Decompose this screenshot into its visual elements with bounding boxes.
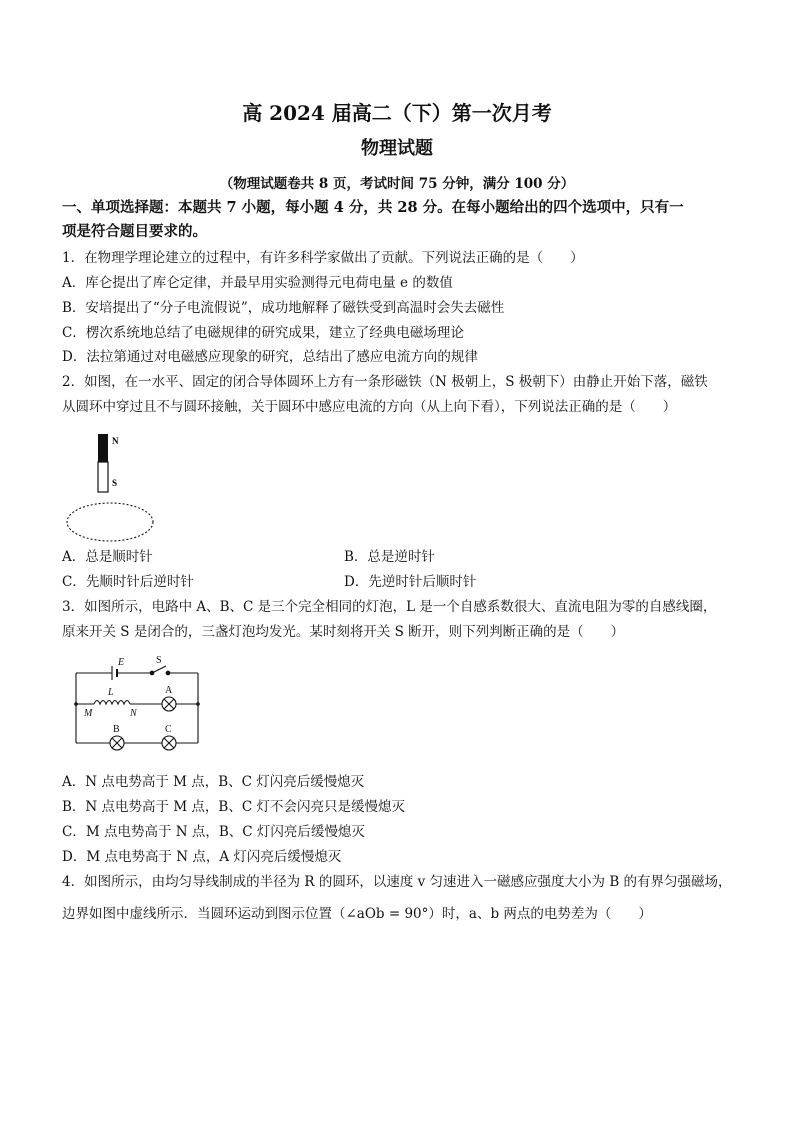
q2-stem-line2: 从圆环中穿过且不与圆环接触，关于圆环中感应电流的方向（从上向下看），下列说法正确的是（ ） (62, 399, 677, 415)
q1-stem: 1．在物理学理论建立的过程中，有许多科学家做出了贡献。下列说法正确的是（ ） (62, 250, 584, 266)
label-m: M (84, 708, 93, 719)
node-m-dot (74, 702, 78, 706)
q2-magnet-ring-figure (60, 428, 170, 546)
label-e: E (118, 657, 125, 668)
q1-option-c: C．楞次系统地总结了电磁规律的研究成果，建立了经典电磁场理论 (62, 325, 464, 341)
conducting-ring (67, 503, 153, 541)
magnet-north-half (98, 434, 108, 462)
node-right-dot (196, 702, 200, 706)
q3-option-b: B．N 点电势高于 M 点，B、C 灯不会闪亮只是缓慢熄灭 (62, 799, 405, 815)
q1-option-a: A．库仑提出了库仑定律，并最早用实验测得元电荷电量 e 的数值 (62, 275, 453, 291)
q2-option-a: A．总是顺时针 (62, 549, 153, 565)
inductor-coil (94, 701, 130, 705)
q3-stem-line2: 原来开关 S 是闭合的，三盏灯泡均发光。某时刻将开关 S 断开，则下列判断正确的是（ ） (62, 624, 625, 640)
q3-option-a: A．N 点电势高于 M 点，B、C 灯闪亮后缓慢熄灭 (62, 774, 365, 790)
q4-stem-line1: 4．如图所示，由均匀导线制成的半径为 R 的圆环，以速度 v 匀速进入一磁感应强度大小为 B 的有界匀强磁场， (62, 874, 732, 890)
q2-option-c: C．先顺时针后逆时针 (62, 574, 194, 590)
magnet-s-label: S (112, 478, 118, 488)
q3-circuit-figure (70, 655, 210, 755)
section-heading-line1: 一、单项选择题：本题共 7 小题，每小题 4 分，共 28 分。在每小题给出的四个选项中，只有一 (62, 199, 684, 216)
label-n: N (130, 708, 137, 719)
exam-title: 高 2024 届高二（下）第一次月考 (242, 101, 552, 125)
label-lamp-b: B (113, 724, 120, 735)
q1-option-b: B．安培提出了“分子电流假说”，成功地解释了磁铁受到高温时会失去磁性 (62, 300, 505, 316)
q1-option-d: D．法拉第通过对电磁感应现象的研究，总结出了感应电流方向的规律 (62, 349, 478, 365)
label-switch-s: S (156, 655, 162, 666)
section-heading-line2: 项是符合题目要求的。 (62, 223, 207, 240)
exam-note: （物理试题卷共 8 页，考试时间 75 分钟，满分 100 分） (219, 176, 575, 192)
q2-option-d: D．先逆时针后顺时针 (344, 574, 477, 590)
q3-stem-line1: 3．如图所示，电路中 A、B、C 是三个完全相同的灯泡，L 是一个自感系数很大、直流电阻为零的自感线圈， (62, 599, 717, 615)
q2-stem-line1: 2．如图，在一水平、固定的闭合导体圆环上方有一条形磁铁（N 极朝上，S 极朝下）由静止开始下落，磁铁 (62, 374, 708, 390)
q4-stem-line2: 边界如图中虚线所示．当圆环运动到图示位置（∠aOb = 90°）时，a、b 两点的电势差为（ ） (62, 906, 652, 922)
magnet-south-half (98, 462, 108, 492)
q3-option-d: D．M 点电势高于 N 点，A 灯闪亮后缓慢熄灭 (62, 849, 342, 865)
magnet-n-label: N (112, 436, 119, 446)
q3-option-c: C．M 点电势高于 N 点，B、C 灯闪亮后缓慢熄灭 (62, 824, 365, 840)
switch-blade (152, 666, 166, 673)
label-l: L (108, 687, 114, 698)
label-lamp-a: A (165, 685, 173, 696)
exam-subtitle: 物理试题 (361, 138, 433, 159)
label-lamp-c: C (165, 724, 172, 735)
q2-option-b: B．总是逆时针 (344, 549, 435, 565)
